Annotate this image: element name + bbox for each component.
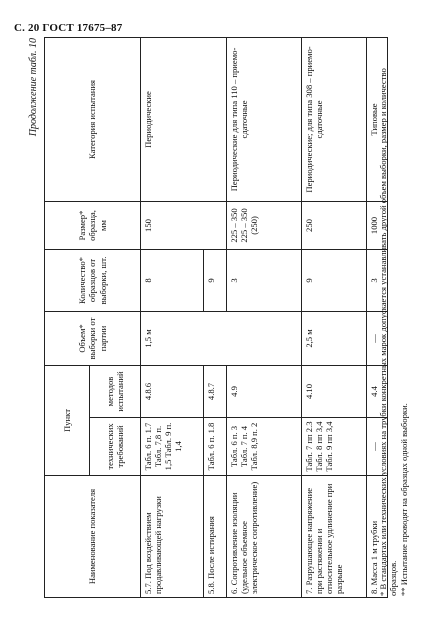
cell-category: Периодические для типа 110 – приемо-сдаточные xyxy=(227,37,302,201)
cell-count: 3 xyxy=(227,249,302,311)
cell-category: Периодические; для типа 308 – приемо-сдаточные xyxy=(302,37,367,201)
table-footnotes xyxy=(378,38,409,598)
cell-size: 1000 xyxy=(367,201,388,249)
cell-name: 6. Сопротивление изоляции (удельное объемное электрическое сопротивление) xyxy=(227,476,302,598)
cell-count: 9 xyxy=(302,249,367,311)
data-table xyxy=(44,37,388,598)
cell-volume: 2,5 м xyxy=(302,311,367,365)
cell-name: 5.8. После истирания xyxy=(204,476,227,598)
table-row xyxy=(302,37,367,597)
footnote: ** Испытание проводят на образцах одной выборки. xyxy=(398,403,409,596)
cell-method: 4.9 xyxy=(227,365,302,417)
page-header: С. 20 ГОСТ 17675–87 xyxy=(14,22,123,34)
cell-tech: — xyxy=(367,418,388,476)
cell-method: 4.10 xyxy=(302,365,367,417)
cell-name: 7. Разрушающее напряжение при растяжении и относительное удлинение при разрыве xyxy=(302,476,367,598)
continuation-label: Продолжение табл. 10 xyxy=(28,38,39,137)
cell-count: 3 xyxy=(367,249,388,311)
cell-tech: Табл. 6 п. 3 Табл. 7 п. 4 Табл. 8,9 п. 2 xyxy=(227,418,302,476)
cell-size: 150 xyxy=(141,201,227,249)
cell-name: 8. Масса 1 м трубки xyxy=(367,476,388,598)
cell-size: 250 xyxy=(302,201,367,249)
header-test-methods: методов испытаний xyxy=(90,365,141,417)
header-tech-req: технических требований xyxy=(90,418,141,476)
cell-category: Периодические xyxy=(141,37,227,201)
cell-category: Типовые xyxy=(367,37,388,201)
header-sample-volume: Объем* выборки от партии xyxy=(45,311,141,365)
cell-method: 4.8.6 xyxy=(141,365,204,417)
header-punkt: Пункт xyxy=(45,365,90,475)
rotated-table-block xyxy=(28,38,413,598)
table-row xyxy=(141,37,204,597)
header-test-category: Категория испытания xyxy=(45,37,141,201)
cell-tech: Табл. 6 п. 1.8 xyxy=(204,418,227,476)
table-header-row xyxy=(45,37,90,597)
cell-tech: Табл. 7 пп 2.3 Табл. 8 пп 3,4 Табл. 9 пп 3,4 xyxy=(302,418,367,476)
cell-tech: Табл. 6 п. 1.7 Табл. 7,8 п. 1,5 Табл. 9 п. 1,4 xyxy=(141,418,204,476)
header-sample-size: Размер* образца, мм xyxy=(45,201,141,249)
header-sample-count: Количество* образцов от выборки, шт. xyxy=(45,249,141,311)
header-name: Наименование показателя xyxy=(45,476,141,598)
cell-size: 225 – 350 225 – 350 (250) xyxy=(227,201,302,249)
cell-name: 5.7. Под воздействием продавливающей нагрузки xyxy=(141,476,204,598)
cell-volume: 1,5 м xyxy=(141,311,302,365)
footnote: * В стандартах или технических условиях на трубки конкретных марок допускается устанавливать другой объем выборки, размер и количество образцов. xyxy=(378,68,399,596)
cell-method: 4.8.7 xyxy=(204,365,227,417)
cell-count: 9 xyxy=(204,249,227,311)
cell-volume: — xyxy=(367,311,388,365)
cell-method: 4.4 xyxy=(367,365,388,417)
cell-count: 8 xyxy=(141,249,204,311)
